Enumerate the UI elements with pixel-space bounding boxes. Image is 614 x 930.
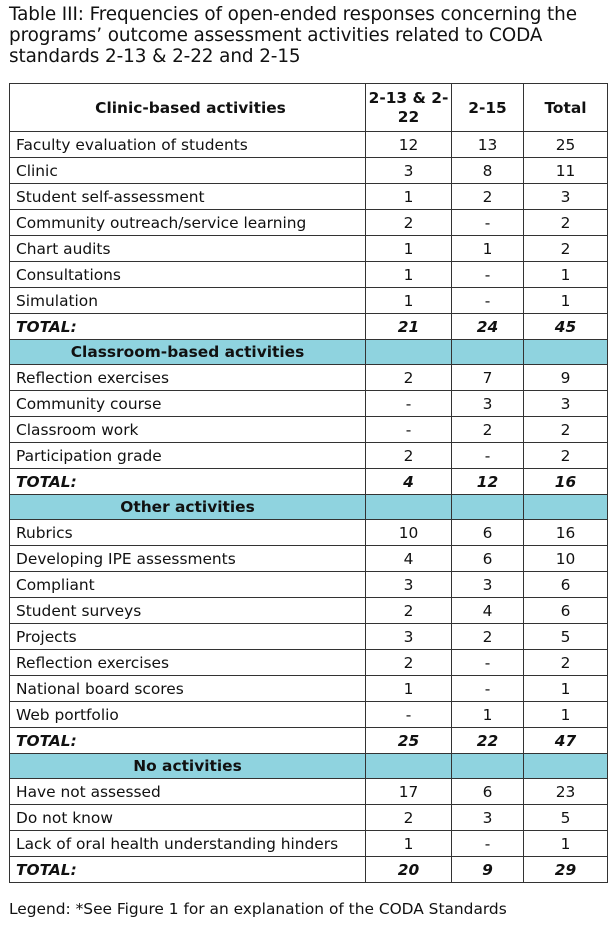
value-2-13-2-22 — [366, 754, 452, 779]
value-total — [524, 340, 608, 365]
value-2-15: - — [452, 831, 524, 857]
value-total: 16 — [524, 469, 608, 495]
table-row — [10, 236, 608, 262]
label-cell: Have not assessed — [10, 779, 366, 805]
value-2-13-2-22: 25 — [366, 728, 452, 754]
value-2-13-2-22: 21 — [366, 314, 452, 340]
value-2-13-2-22: 12 — [366, 132, 452, 158]
value-2-15: 2 — [452, 624, 524, 650]
value-total: 1 — [524, 288, 608, 314]
label-cell: TOTAL: — [10, 314, 366, 340]
table-row — [10, 520, 608, 546]
section-header-row — [10, 495, 608, 520]
value-2-13-2-22: 2 — [366, 443, 452, 469]
table-row — [10, 624, 608, 650]
section-header-row — [10, 754, 608, 779]
table-row — [10, 391, 608, 417]
value-2-13-2-22 — [366, 340, 452, 365]
value-2-13-2-22 — [366, 495, 452, 520]
frequency-table — [9, 83, 608, 883]
value-total: 23 — [524, 779, 608, 805]
value-total: 1 — [524, 702, 608, 728]
header-col-activity: Clinic-based activities — [10, 84, 366, 132]
table-row — [10, 546, 608, 572]
section-title: No activities — [133, 757, 242, 775]
label-cell: TOTAL: — [10, 469, 366, 495]
label-cell — [10, 340, 366, 365]
value-2-15: 2 — [452, 184, 524, 210]
value-2-15: 7 — [452, 365, 524, 391]
label-cell: TOTAL: — [10, 728, 366, 754]
value-2-13-2-22: 2 — [366, 650, 452, 676]
total-row — [10, 314, 608, 340]
value-total: 1 — [524, 831, 608, 857]
label-cell: Community course — [10, 391, 366, 417]
label-cell: Web portfolio — [10, 702, 366, 728]
table-row — [10, 572, 608, 598]
value-total: 2 — [524, 417, 608, 443]
value-2-13-2-22: 4 — [366, 469, 452, 495]
table-row — [10, 779, 608, 805]
table-title: Table III: Frequencies of open-ended responses concerning the programs’ outcome assessment activities related to CODA standards 2-13 & 2-22 and 2-15 — [9, 4, 577, 67]
label-cell: Classroom work — [10, 417, 366, 443]
label-cell: Chart audits — [10, 236, 366, 262]
table-body — [10, 84, 608, 883]
value-2-15: 1 — [452, 702, 524, 728]
value-2-15: 1 — [452, 236, 524, 262]
value-2-13-2-22: 17 — [366, 779, 452, 805]
table-row — [10, 262, 608, 288]
header-col-2-13-2-22-text: 2-13 & 2-22 — [368, 88, 449, 126]
value-2-15 — [452, 340, 524, 365]
table-row — [10, 132, 608, 158]
value-2-13-2-22: 1 — [366, 288, 452, 314]
header-col-total: Total — [524, 84, 608, 132]
label-cell: Reflection exercises — [10, 650, 366, 676]
value-2-15: 6 — [452, 546, 524, 572]
value-total: 3 — [524, 184, 608, 210]
value-total: 6 — [524, 572, 608, 598]
value-2-15: 3 — [452, 572, 524, 598]
value-total: 2 — [524, 443, 608, 469]
value-2-13-2-22: 1 — [366, 184, 452, 210]
label-cell: Simulation — [10, 288, 366, 314]
value-2-15: - — [452, 262, 524, 288]
value-2-13-2-22: 1 — [366, 676, 452, 702]
value-2-15: 24 — [452, 314, 524, 340]
value-2-15: - — [452, 288, 524, 314]
value-2-15: 3 — [452, 391, 524, 417]
table-row — [10, 210, 608, 236]
label-cell: Rubrics — [10, 520, 366, 546]
table-row — [10, 288, 608, 314]
label-cell — [10, 754, 366, 779]
value-2-13-2-22: 3 — [366, 624, 452, 650]
value-total: 25 — [524, 132, 608, 158]
section-header-row — [10, 340, 608, 365]
label-cell: Projects — [10, 624, 366, 650]
label-cell: Lack of oral health understanding hinders — [10, 831, 366, 857]
value-2-15: 4 — [452, 598, 524, 624]
table-row — [10, 417, 608, 443]
value-2-13-2-22: - — [366, 702, 452, 728]
value-total: 2 — [524, 236, 608, 262]
table-row — [10, 831, 608, 857]
table-row — [10, 676, 608, 702]
label-cell: Participation grade — [10, 443, 366, 469]
value-2-13-2-22: 1 — [366, 831, 452, 857]
value-2-13-2-22: 10 — [366, 520, 452, 546]
header-row — [10, 84, 608, 132]
value-2-15: 3 — [452, 805, 524, 831]
value-total — [524, 754, 608, 779]
table-row — [10, 443, 608, 469]
table-row — [10, 365, 608, 391]
value-2-13-2-22: 1 — [366, 236, 452, 262]
value-total: 11 — [524, 158, 608, 184]
label-cell: Consultations — [10, 262, 366, 288]
value-2-15 — [452, 495, 524, 520]
total-row — [10, 469, 608, 495]
value-2-13-2-22: 2 — [366, 805, 452, 831]
value-total: 5 — [524, 624, 608, 650]
label-cell: Faculty evaluation of students — [10, 132, 366, 158]
value-2-15: - — [452, 443, 524, 469]
value-2-15: 6 — [452, 520, 524, 546]
label-cell: Reflection exercises — [10, 365, 366, 391]
value-2-13-2-22: 2 — [366, 210, 452, 236]
value-total — [524, 495, 608, 520]
table-row — [10, 598, 608, 624]
value-total: 9 — [524, 365, 608, 391]
value-2-13-2-22: 4 — [366, 546, 452, 572]
value-total: 29 — [524, 857, 608, 883]
legend: Legend: *See Figure 1 for an explanation of the CODA Standards — [9, 900, 507, 918]
value-2-13-2-22: 2 — [366, 598, 452, 624]
section-title: Other activities — [120, 498, 255, 516]
table-row — [10, 650, 608, 676]
label-cell: Community outreach/service learning — [10, 210, 366, 236]
label-cell: Do not know — [10, 805, 366, 831]
label-cell: Developing IPE assessments — [10, 546, 366, 572]
value-total: 16 — [524, 520, 608, 546]
value-total: 2 — [524, 210, 608, 236]
value-2-15: 22 — [452, 728, 524, 754]
value-2-15: - — [452, 210, 524, 236]
value-2-13-2-22: 2 — [366, 365, 452, 391]
value-total: 1 — [524, 676, 608, 702]
value-2-15: 13 — [452, 132, 524, 158]
label-cell: Student surveys — [10, 598, 366, 624]
value-total: 47 — [524, 728, 608, 754]
value-total: 10 — [524, 546, 608, 572]
table-row — [10, 805, 608, 831]
label-cell: Compliant — [10, 572, 366, 598]
label-cell: Student self-assessment — [10, 184, 366, 210]
value-2-13-2-22: 3 — [366, 158, 452, 184]
header-col-2-13-2-22 — [366, 84, 452, 132]
value-2-13-2-22: 1 — [366, 262, 452, 288]
value-2-13-2-22: - — [366, 417, 452, 443]
total-row — [10, 728, 608, 754]
value-2-15: 6 — [452, 779, 524, 805]
value-2-13-2-22: 3 — [366, 572, 452, 598]
value-2-15 — [452, 754, 524, 779]
value-total: 6 — [524, 598, 608, 624]
value-total: 2 — [524, 650, 608, 676]
value-total: 5 — [524, 805, 608, 831]
value-2-15: - — [452, 676, 524, 702]
section-title: Classroom-based activities — [70, 343, 305, 361]
value-2-15: 8 — [452, 158, 524, 184]
value-total: 1 — [524, 262, 608, 288]
table-row — [10, 184, 608, 210]
label-cell — [10, 495, 366, 520]
label-cell: Clinic — [10, 158, 366, 184]
value-2-13-2-22: 20 — [366, 857, 452, 883]
header-col-2-15: 2-15 — [452, 84, 524, 132]
value-2-15: 9 — [452, 857, 524, 883]
value-total: 3 — [524, 391, 608, 417]
label-cell: National board scores — [10, 676, 366, 702]
value-2-13-2-22: - — [366, 391, 452, 417]
value-2-15: 2 — [452, 417, 524, 443]
table-row — [10, 702, 608, 728]
value-2-15: - — [452, 650, 524, 676]
label-cell: TOTAL: — [10, 857, 366, 883]
table-row — [10, 158, 608, 184]
value-2-15: 12 — [452, 469, 524, 495]
value-total: 45 — [524, 314, 608, 340]
total-row — [10, 857, 608, 883]
